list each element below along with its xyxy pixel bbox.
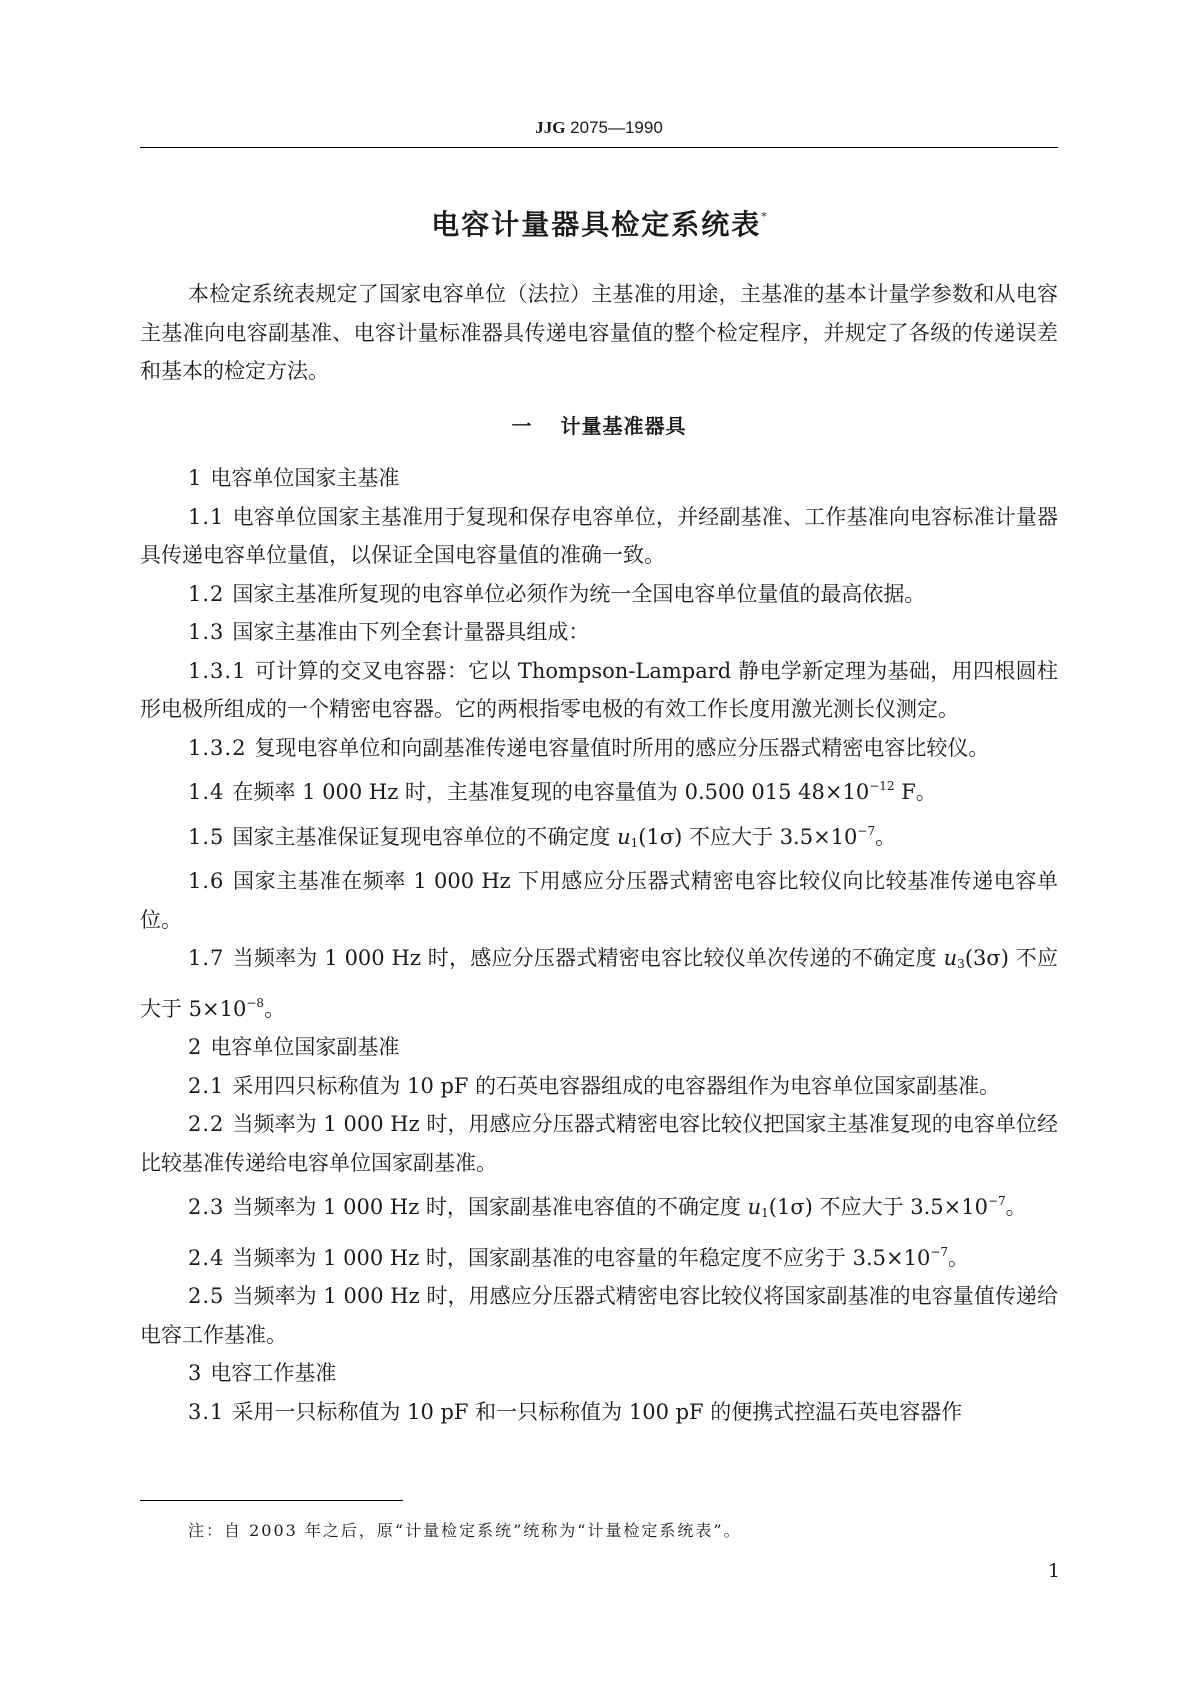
clause-number: 2.1 [188,1073,225,1098]
clause-number: 3.1 [188,1399,225,1424]
clause-text: 当频率为 1 000 Hz 时，用感应分压器式精密电容比较仪把国家主基准复现的电容单位经比较基准传递给电容单位国家副基准。 [140,1112,1058,1175]
clause-text-mid: (1σ) 不应大于 3.5×10 [768,1195,988,1219]
footnote: 注：自 2003 年之后，原“计量检定系统”统称为“计量检定系统表”。 [188,1521,742,1540]
uncertainty-symbol: u [943,946,958,970]
clause-number: 1.3.2 [188,735,247,760]
exponent: −7 [857,823,876,838]
subscript: 3 [957,957,965,971]
clause-text-end: F。 [894,780,937,804]
title-footnote-mark: * [761,210,767,223]
clause-text: 国家主基准在频率 1 000 Hz 下用感应分压器式精密电容比较仪向比较基准传递电容单位。 [140,869,1058,932]
clause-number: 2.4 [188,1245,225,1270]
uncertainty-symbol: u [747,1195,762,1219]
clause-text-end: 。 [948,1245,970,1270]
clause-text: 电容工作基准 [210,1361,337,1385]
clause-text-end: 。 [875,824,897,849]
clause-number: 1 [188,466,203,490]
clause-number: 1.5 [188,824,225,849]
clause-text: 国家主基准所复现的电容单位必须作为统一全国电容单位量值的最高依据。 [232,581,926,606]
subscript: 1 [761,1206,769,1220]
exponent: −12 [869,779,895,793]
clause-1-3-2 [140,729,1058,768]
clause-1-1 [140,498,1058,575]
exponent: −7 [987,1194,1006,1208]
clause-1-6 [140,862,1058,939]
intro-paragraph: 本检定系统表规定了国家电容单位（法拉）主基准的用途，主基准的基本计量学参数和从电容主基准向电容副基准、电容计量标准器具传递电容量值的整个检定程序，并规定了各级的传递误差和基本的检定方法。 [140,282,1058,383]
clause-number: 1.7 [188,946,225,970]
clause-text: 电容单位国家副基准 [210,1035,400,1059]
header-rule [140,147,1058,148]
uncertainty-symbol: u [617,824,631,849]
clause-1-5 [140,812,1058,863]
clause-number: 1.2 [188,581,225,606]
clause-number: 1.3 [188,620,225,644]
clause-number: 1.3.1 [188,658,247,683]
page-number: 1 [1047,1560,1060,1582]
page-header [140,118,1058,138]
header-prefix: JJG [535,118,566,137]
clause-2-5 [140,1277,1058,1354]
clause-number: 3 [188,1361,203,1385]
section-number: 一 [511,413,533,438]
clause-text-mid: (1σ) 不应大于 3.5×10 [638,824,858,849]
clause-text: 国家主基准由下列全套计量器具组成： [232,620,590,644]
document-title [140,203,1058,243]
header-number: 2075—1990 [570,118,663,137]
clause-2-2 [140,1105,1058,1182]
clause-text: 电容单位国家主基准用于复现和保存电容单位，并经副基准、工作基准向电容标准计量器具传递电容单位量值，以保证全国电容量值的准确一致。 [140,504,1058,567]
exponent: −8 [246,995,265,1010]
clause-1-3 [140,613,1058,652]
clause-text: 当频率为 1 000 Hz 时，国家副基准的电容量的年稳定度不应劣于 3.5×10 [232,1245,931,1270]
footnote-rule [140,1500,403,1501]
clause-text: 采用一只标称值为 10 pF 和一只标称值为 100 pF 的便携式控温石英电容器作 [232,1399,963,1424]
section-title: 计量基准器具 [560,413,687,438]
clause-3-1 [140,1393,1058,1432]
section-heading [140,407,1058,446]
clause-2 [140,1028,1058,1067]
clause-text: 可计算的交叉电容器：它以 Thompson-Lampard 静电学新定理为基础，用四根圆柱形电极所组成的一个精密电容器。它的两根指零电极的有效工作长度用激光测长仪测定。 [140,658,1058,721]
clause-text: 复现电容单位和向副基准传递电容量值时所用的感应分压器式精密电容比较仪。 [254,735,990,760]
clause-number: 2.2 [188,1112,225,1136]
clause-text-end: 。 [1005,1195,1027,1219]
document-body [140,275,1058,1431]
exponent: −7 [930,1244,949,1259]
clause-number: 2.5 [188,1284,225,1308]
clause-text-mid: (3σ) 不应大于 5×10 [140,946,1058,1021]
clause-number: 1.6 [188,869,225,893]
clause-2-4 [140,1233,1058,1278]
clause-1 [140,459,1058,498]
clause-number: 2.3 [188,1195,225,1219]
clause-2-3 [140,1182,1058,1233]
subscript: 1 [630,835,639,850]
clause-text: 采用四只标称值为 10 pF 的石英电容器组成的电容器组作为电容单位国家副基准。 [232,1073,1001,1098]
clause-text: 当频率为 1 000 Hz 时，国家副基准电容值的不确定度 [232,1195,748,1219]
clause-1-3-1 [140,652,1058,729]
title-text: 电容计量器具检定系统表 [431,208,762,241]
clause-1-4 [140,767,1058,812]
clause-number: 1.4 [188,780,225,804]
clause-1-7 [140,939,1058,1028]
clause-text: 国家主基准保证复现电容单位的不确定度 [232,824,618,849]
clause-number: 1.1 [188,504,225,529]
clause-text-end: 。 [264,996,286,1021]
clause-text: 电容单位国家主基准 [210,466,400,490]
clause-3 [140,1354,1058,1393]
clause-text: 当频率为 1 000 Hz 时，用感应分压器式精密电容比较仪将国家副基准的电容量值传递给电容工作基准。 [140,1284,1058,1347]
clause-1-2 [140,575,1058,614]
clause-2-1 [140,1067,1058,1106]
clause-text: 当频率为 1 000 Hz 时，感应分压器式精密电容比较仪单次传递的不确定度 [232,946,944,970]
clause-number: 2 [188,1035,203,1059]
clause-text: 在频率 1 000 Hz 时，主基准复现的电容量值为 0.500 015 48×10 [232,780,870,804]
